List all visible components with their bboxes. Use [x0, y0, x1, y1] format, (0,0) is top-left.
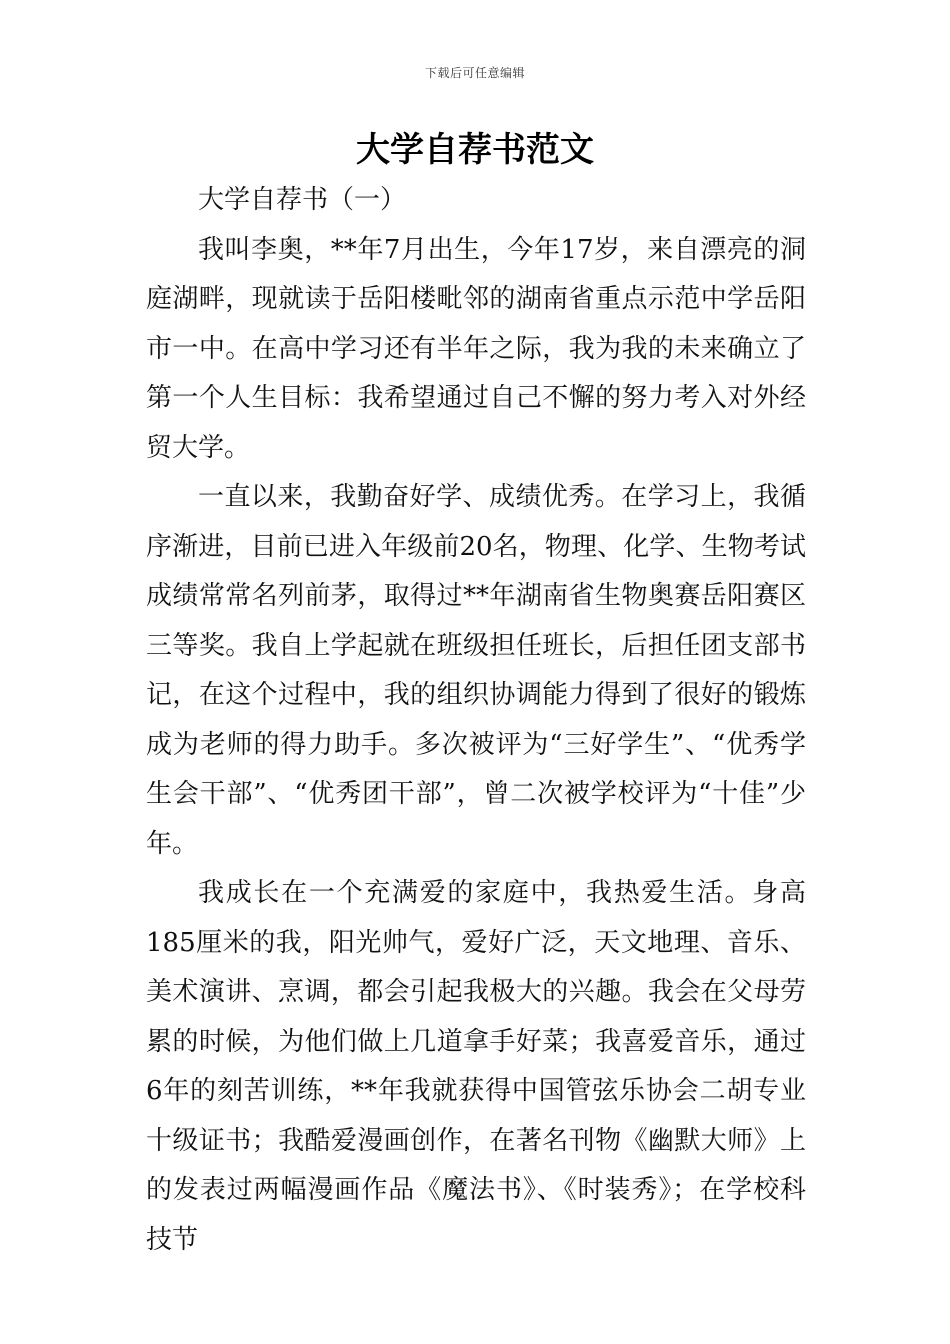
paragraph-2: 一直以来，我勤奋好学、成绩优秀。在学习上，我循序渐进，目前已进入年级前20名，物理、化学、生物考试成绩常常名列前茅，取得过**年湖南省生物奥赛岳阳赛区三等奖。我自上学起就在班级担任班长，后担任团支部书记，在这个过程中，我的组织协调能力得到了很好的锻炼成为老师的得力助手。多次被评为“三好学生”、“优秀学生会干部”、“优秀团干部”，曾二次被学校评为“十佳”少年。	[146, 482, 806, 859]
paragraph-1: 我叫李奥，**年7月出生，今年17岁，来自漂亮的洞庭湖畔，现就读于岳阳楼毗邻的湖南省重点示范中学岳阳市一中。在高中学习还有半年之际，我为我的未来确立了第一个人生目标：我希望通过自己不懈的努力考入对外经贸大学。	[146, 234, 806, 463]
paragraph-3: 我成长在一个充满爱的家庭中，我热爱生活。身高185厘米的我，阳光帅气，爱好广泛，天文地理、音乐、美术演讲、烹调，都会引起我极大的兴趣。我会在父母劳累的时候，为他们做上几道拿手好菜；我喜爱音乐，通过6年的刻苦训练，**年我就获得中国管弦乐协会二胡专业十级证书；我酷爱漫画创作，在著名刊物《幽默大师》上的发表过两幅漫画作品《魔法书》、《时装秀》；在学校科技节	[146, 878, 806, 1255]
document-subtitle: 大学自荐书（一）	[198, 185, 407, 215]
header-note: 下载后可任意编辑	[424, 66, 525, 80]
document-body	[146, 176, 806, 1265]
document-title: 大学自荐书范文	[356, 130, 594, 170]
